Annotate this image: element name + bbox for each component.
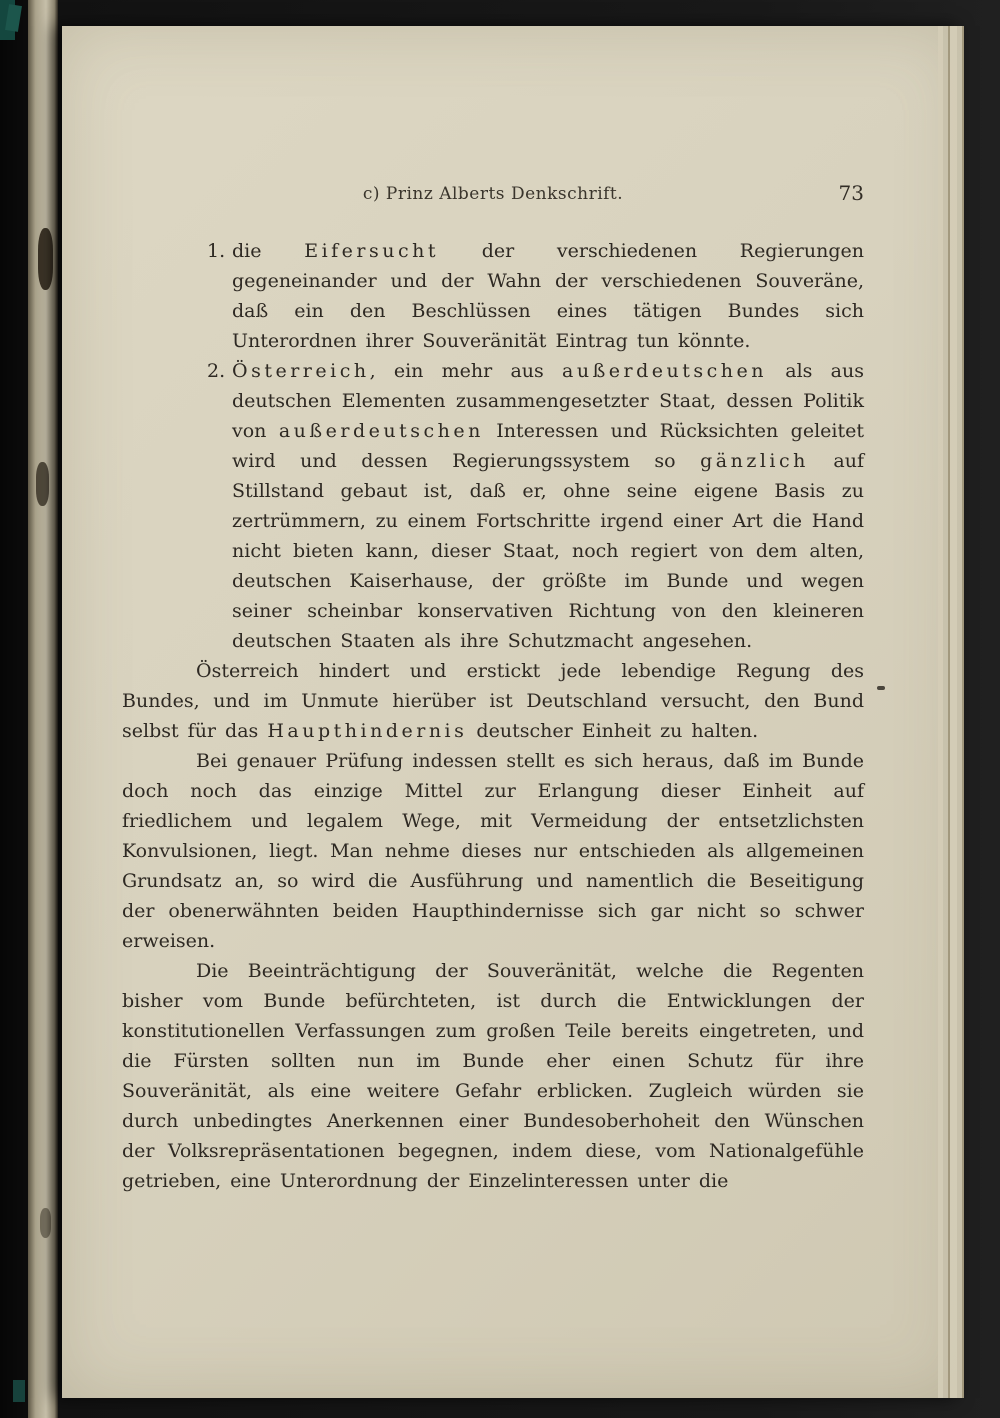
page-header — [122, 181, 864, 212]
text-segment: , ein mehr aus — [369, 360, 563, 382]
running-header: c) Prinz Alberts Denkschrift. — [362, 184, 624, 204]
text-segment: als aus deutschen Elementen zusammengesetzter Staat, dessen Politik von — [232, 360, 864, 442]
book-page — [62, 26, 964, 1398]
paragraph — [122, 956, 864, 1196]
text-segment: deutscher Einheit zu halten. — [467, 720, 759, 742]
item-text — [232, 360, 864, 652]
emphasized-text: außerdeutschen — [562, 360, 768, 382]
text-segment: Die Beeinträchtigung der Souveränität, welche die Regenten bisher vom Bunde befürchteten, ist durch die Entwicklungen der konstitutionellen Verfassungen zum großen Teile bereits eingetreten, und die Fürsten sollten nun im Bunde eher einen Schutz für ihre Souveränität, als eine weitere Gefahr erblicken. Zugleich würden sie durch unbedingtes Anerkennen einer Bundesoberhoheit den Wünschen der Volksrepräsentationen begegnen, indem diese, vom Nationalgefühle getrieben, eine Unterordnung der Einzelinteressen unter die — [122, 960, 864, 1192]
ink-speck — [877, 686, 885, 690]
item-number: 1. — [207, 240, 226, 262]
emphasized-text: Österreich — [232, 360, 370, 382]
emphasized-text: außerdeutschen — [278, 420, 484, 442]
book-spine-edge — [28, 0, 58, 1418]
text-segment: Bei genauer Prüfung indessen stellt es sich heraus, daß im Bunde doch noch das einzige Mittel zur Erlangung dieser Einheit auf friedlichem und legalem Wege, mit Vermeidung der entsetzlichsten Konvulsionen, liegt. Man nehme dieses nur entschieden als allgemeinen Grundsatz an, so wird die Ausführung und namentlich die Beseitigung der obenerwähnten beiden Haupthindernisse sich gar nicht so schwer erweisen. — [122, 750, 864, 952]
scan-artifact — [13, 1380, 25, 1402]
text-segment: Interessen und Rücksichten geleitet wird und dessen Regierungssystem so — [232, 420, 865, 472]
emphasized-text: gänzlich — [700, 450, 809, 472]
numbered-item — [122, 356, 864, 656]
emphasized-text: Eifersucht — [304, 240, 440, 262]
text-segment: der verschiedenen Regierungen gegeneinander und der Wahn der verschiedenen Souveräne, daß ein den Beschlüssen eines tätigen Bundes sich Unterordnen ihrer Souveränität Eintrag tun könnte. — [232, 240, 864, 352]
binding-stain — [40, 1208, 51, 1238]
text-segment: Österreich hindert und erstickt jede lebendige Regung des Bundes, und im Unmute hierüber ist Deutschland versucht, den Bund selbst für das — [122, 660, 864, 742]
numbered-item — [122, 236, 864, 356]
paragraph — [122, 656, 864, 746]
text-segment: die — [232, 240, 305, 262]
paragraph — [122, 746, 864, 956]
binding-stain — [36, 462, 49, 506]
page-number: 73 — [838, 181, 864, 205]
scan-artifact — [5, 4, 22, 32]
text-segment: auf Stillstand gebaut ist, daß er, ohne seine eigene Basis zu zertrümmern, zu einem Fortschritte irgend einer Art die Hand nicht bieten kann, dieser Staat, noch regiert von dem alten, deutschen Kaiserhause, der größte im Bunde und wegen seiner scheinbar konservativen Richtung von den kleineren deutschen Staaten als ihre Schutzmacht angesehen. — [232, 450, 865, 652]
item-number: 2. — [207, 360, 226, 382]
item-text — [232, 240, 864, 352]
binding-stain — [38, 228, 53, 290]
page-content — [122, 236, 864, 1196]
page-stack-edges — [938, 26, 964, 1398]
emphasized-text: Haupthindernis — [267, 720, 468, 742]
